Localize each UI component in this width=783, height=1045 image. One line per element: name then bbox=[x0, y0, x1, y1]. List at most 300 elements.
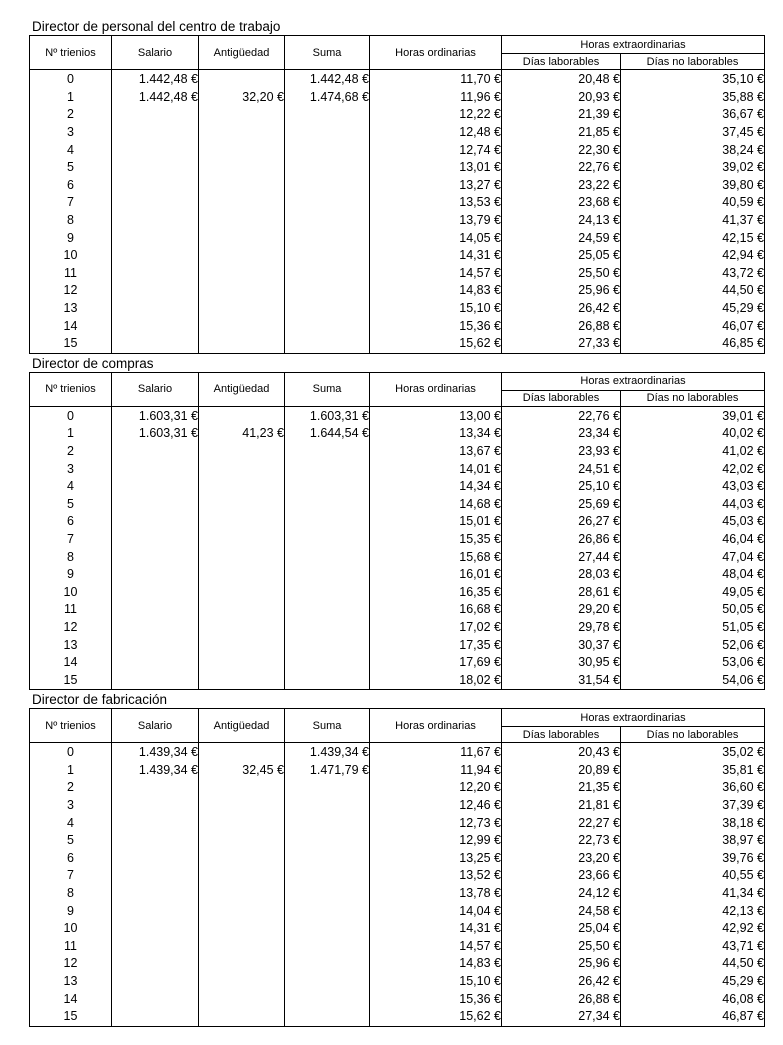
cell-suma bbox=[285, 990, 370, 1008]
cell-salario bbox=[112, 990, 199, 1008]
cell-antiguedad bbox=[199, 797, 285, 815]
cell-horas-ordinarias: 14,68 € bbox=[370, 495, 502, 513]
cell-suma bbox=[285, 460, 370, 478]
cell-antiguedad bbox=[199, 743, 285, 762]
cell-dias-laborables: 25,05 € bbox=[502, 247, 621, 265]
salary-table bbox=[29, 708, 765, 1027]
cell-horas-ordinarias: 16,01 € bbox=[370, 566, 502, 584]
table-row bbox=[30, 938, 765, 956]
cell-trienios: 8 bbox=[30, 885, 112, 903]
cell-salario bbox=[112, 159, 199, 177]
cell-dias-laborables: 29,20 € bbox=[502, 601, 621, 619]
cell-salario bbox=[112, 779, 199, 797]
cell-salario bbox=[112, 832, 199, 850]
cell-salario: 1.603,31 € bbox=[112, 425, 199, 443]
header-horas-extraordinarias: Horas extraordinarias bbox=[502, 36, 765, 54]
cell-trienios: 11 bbox=[30, 938, 112, 956]
cell-dias-laborables: 22,27 € bbox=[502, 814, 621, 832]
table-row bbox=[30, 832, 765, 850]
cell-antiguedad bbox=[199, 513, 285, 531]
header-dias-laborables: Días laborables bbox=[502, 390, 621, 406]
cell-trienios: 9 bbox=[30, 566, 112, 584]
cell-suma bbox=[285, 671, 370, 689]
cell-antiguedad bbox=[199, 566, 285, 584]
cell-horas-ordinarias: 12,20 € bbox=[370, 779, 502, 797]
cell-suma: 1.471,79 € bbox=[285, 762, 370, 780]
table-row bbox=[30, 779, 765, 797]
cell-antiguedad bbox=[199, 938, 285, 956]
cell-salario bbox=[112, 495, 199, 513]
cell-antiguedad bbox=[199, 548, 285, 566]
table-row bbox=[30, 850, 765, 868]
header-antiguedad: Antigüedad bbox=[199, 36, 285, 70]
cell-antiguedad bbox=[199, 654, 285, 672]
cell-suma bbox=[285, 513, 370, 531]
cell-salario bbox=[112, 654, 199, 672]
cell-salario bbox=[112, 282, 199, 300]
cell-horas-ordinarias: 15,35 € bbox=[370, 531, 502, 549]
cell-antiguedad: 32,20 € bbox=[199, 89, 285, 107]
cell-salario bbox=[112, 566, 199, 584]
cell-trienios: 5 bbox=[30, 495, 112, 513]
cell-antiguedad bbox=[199, 335, 285, 353]
cell-trienios: 13 bbox=[30, 300, 112, 318]
cell-horas-ordinarias: 18,02 € bbox=[370, 671, 502, 689]
cell-dias-laborables: 23,68 € bbox=[502, 194, 621, 212]
table-row bbox=[30, 920, 765, 938]
table-row bbox=[30, 548, 765, 566]
cell-antiguedad bbox=[199, 920, 285, 938]
cell-dias-laborables: 23,93 € bbox=[502, 443, 621, 461]
cell-trienios: 1 bbox=[30, 762, 112, 780]
cell-antiguedad bbox=[199, 850, 285, 868]
cell-trienios: 1 bbox=[30, 89, 112, 107]
cell-suma bbox=[285, 583, 370, 601]
cell-antiguedad bbox=[199, 247, 285, 265]
cell-trienios: 10 bbox=[30, 920, 112, 938]
cell-dias-laborables: 25,50 € bbox=[502, 265, 621, 283]
cell-suma bbox=[285, 478, 370, 496]
table-row bbox=[30, 513, 765, 531]
cell-dias-no-laborables: 43,03 € bbox=[621, 478, 765, 496]
table-row bbox=[30, 124, 765, 142]
cell-salario bbox=[112, 460, 199, 478]
table-row bbox=[30, 317, 765, 335]
cell-dias-laborables: 24,12 € bbox=[502, 885, 621, 903]
cell-antiguedad bbox=[199, 1008, 285, 1026]
cell-horas-ordinarias: 13,34 € bbox=[370, 425, 502, 443]
cell-salario bbox=[112, 636, 199, 654]
cell-horas-ordinarias: 15,10 € bbox=[370, 973, 502, 991]
cell-dias-laborables: 24,59 € bbox=[502, 229, 621, 247]
cell-horas-ordinarias: 13,27 € bbox=[370, 177, 502, 195]
cell-dias-no-laborables: 39,01 € bbox=[621, 406, 765, 425]
cell-trienios: 14 bbox=[30, 654, 112, 672]
table-body bbox=[30, 70, 765, 354]
cell-trienios: 2 bbox=[30, 106, 112, 124]
cell-salario: 1.439,34 € bbox=[112, 762, 199, 780]
cell-dias-laborables: 27,44 € bbox=[502, 548, 621, 566]
cell-horas-ordinarias: 14,31 € bbox=[370, 920, 502, 938]
header-suma: Suma bbox=[285, 372, 370, 406]
cell-horas-ordinarias: 14,83 € bbox=[370, 282, 502, 300]
cell-dias-no-laborables: 41,34 € bbox=[621, 885, 765, 903]
cell-dias-laborables: 23,34 € bbox=[502, 425, 621, 443]
table-row bbox=[30, 814, 765, 832]
cell-dias-no-laborables: 47,04 € bbox=[621, 548, 765, 566]
cell-horas-ordinarias: 14,05 € bbox=[370, 229, 502, 247]
cell-antiguedad bbox=[199, 583, 285, 601]
header-antiguedad: Antigüedad bbox=[199, 372, 285, 406]
cell-dias-laborables: 22,76 € bbox=[502, 159, 621, 177]
cell-dias-laborables: 26,27 € bbox=[502, 513, 621, 531]
cell-dias-laborables: 27,34 € bbox=[502, 1008, 621, 1026]
cell-dias-no-laborables: 40,59 € bbox=[621, 194, 765, 212]
cell-horas-ordinarias: 12,46 € bbox=[370, 797, 502, 815]
table-row bbox=[30, 566, 765, 584]
cell-trienios: 13 bbox=[30, 636, 112, 654]
cell-suma bbox=[285, 619, 370, 637]
cell-trienios: 2 bbox=[30, 779, 112, 797]
cell-salario bbox=[112, 141, 199, 159]
cell-horas-ordinarias: 15,62 € bbox=[370, 335, 502, 353]
cell-salario bbox=[112, 513, 199, 531]
cell-dias-no-laborables: 49,05 € bbox=[621, 583, 765, 601]
table-row bbox=[30, 247, 765, 265]
table-row bbox=[30, 106, 765, 124]
cell-antiguedad bbox=[199, 300, 285, 318]
cell-antiguedad bbox=[199, 443, 285, 461]
header-dias-no-laborables: Días no laborables bbox=[621, 390, 765, 406]
cell-horas-ordinarias: 13,25 € bbox=[370, 850, 502, 868]
header-salario: Salario bbox=[112, 36, 199, 70]
header-horas-ordinarias: Horas ordinarias bbox=[370, 709, 502, 743]
table-row bbox=[30, 1008, 765, 1026]
table-row bbox=[30, 601, 765, 619]
cell-suma bbox=[285, 601, 370, 619]
cell-trienios: 12 bbox=[30, 282, 112, 300]
cell-antiguedad bbox=[199, 832, 285, 850]
cell-antiguedad bbox=[199, 990, 285, 1008]
table-row bbox=[30, 265, 765, 283]
cell-dias-laborables: 26,86 € bbox=[502, 531, 621, 549]
cell-salario bbox=[112, 1008, 199, 1026]
cell-trienios: 1 bbox=[30, 425, 112, 443]
header-suma: Suma bbox=[285, 36, 370, 70]
table-row bbox=[30, 867, 765, 885]
header-dias-no-laborables: Días no laborables bbox=[621, 727, 765, 743]
cell-dias-laborables: 28,03 € bbox=[502, 566, 621, 584]
cell-dias-no-laborables: 45,29 € bbox=[621, 300, 765, 318]
cell-dias-no-laborables: 39,76 € bbox=[621, 850, 765, 868]
cell-antiguedad bbox=[199, 159, 285, 177]
cell-horas-ordinarias: 13,78 € bbox=[370, 885, 502, 903]
salary-table bbox=[29, 35, 765, 354]
cell-salario: 1.603,31 € bbox=[112, 406, 199, 425]
cell-antiguedad bbox=[199, 460, 285, 478]
header-dias-no-laborables: Días no laborables bbox=[621, 54, 765, 70]
cell-trienios: 10 bbox=[30, 583, 112, 601]
cell-dias-laborables: 26,42 € bbox=[502, 300, 621, 318]
cell-dias-no-laborables: 52,06 € bbox=[621, 636, 765, 654]
salary-table bbox=[29, 372, 765, 691]
cell-horas-ordinarias: 15,62 € bbox=[370, 1008, 502, 1026]
table-row bbox=[30, 194, 765, 212]
cell-dias-laborables: 23,20 € bbox=[502, 850, 621, 868]
cell-antiguedad bbox=[199, 955, 285, 973]
cell-dias-no-laborables: 46,08 € bbox=[621, 990, 765, 1008]
table-row bbox=[30, 177, 765, 195]
cell-trienios: 5 bbox=[30, 832, 112, 850]
cell-trienios: 6 bbox=[30, 850, 112, 868]
cell-horas-ordinarias: 14,83 € bbox=[370, 955, 502, 973]
cell-suma bbox=[285, 229, 370, 247]
table-row bbox=[30, 495, 765, 513]
cell-antiguedad bbox=[199, 317, 285, 335]
cell-suma bbox=[285, 902, 370, 920]
cell-salario bbox=[112, 247, 199, 265]
header-horas-ordinarias: Horas ordinarias bbox=[370, 36, 502, 70]
cell-salario bbox=[112, 548, 199, 566]
cell-antiguedad bbox=[199, 406, 285, 425]
table-row bbox=[30, 70, 765, 89]
cell-trienios: 13 bbox=[30, 973, 112, 991]
table-row bbox=[30, 282, 765, 300]
cell-salario: 1.439,34 € bbox=[112, 743, 199, 762]
cell-suma bbox=[285, 1008, 370, 1026]
cell-dias-no-laborables: 46,04 € bbox=[621, 531, 765, 549]
cell-horas-ordinarias: 13,00 € bbox=[370, 406, 502, 425]
cell-horas-ordinarias: 13,79 € bbox=[370, 212, 502, 230]
cell-suma bbox=[285, 212, 370, 230]
header-suma: Suma bbox=[285, 709, 370, 743]
cell-trienios: 3 bbox=[30, 797, 112, 815]
cell-suma: 1.442,48 € bbox=[285, 70, 370, 89]
header-dias-laborables: Días laborables bbox=[502, 727, 621, 743]
cell-trienios: 9 bbox=[30, 229, 112, 247]
cell-suma bbox=[285, 300, 370, 318]
cell-dias-laborables: 21,35 € bbox=[502, 779, 621, 797]
cell-dias-laborables: 23,66 € bbox=[502, 867, 621, 885]
header-trienios: Nº trienios bbox=[30, 36, 112, 70]
cell-suma bbox=[285, 797, 370, 815]
cell-suma bbox=[285, 335, 370, 353]
cell-suma: 1.474,68 € bbox=[285, 89, 370, 107]
table-row bbox=[30, 229, 765, 247]
cell-dias-laborables: 28,61 € bbox=[502, 583, 621, 601]
table-row bbox=[30, 990, 765, 1008]
cell-suma: 1.439,34 € bbox=[285, 743, 370, 762]
cell-dias-laborables: 27,33 € bbox=[502, 335, 621, 353]
cell-suma bbox=[285, 779, 370, 797]
table-row bbox=[30, 955, 765, 973]
cell-antiguedad bbox=[199, 973, 285, 991]
cell-trienios: 4 bbox=[30, 814, 112, 832]
cell-antiguedad bbox=[199, 495, 285, 513]
cell-dias-no-laborables: 38,97 € bbox=[621, 832, 765, 850]
table-row bbox=[30, 406, 765, 425]
cell-salario bbox=[112, 443, 199, 461]
cell-suma bbox=[285, 566, 370, 584]
cell-dias-no-laborables: 35,10 € bbox=[621, 70, 765, 89]
cell-dias-no-laborables: 42,15 € bbox=[621, 229, 765, 247]
cell-dias-no-laborables: 42,13 € bbox=[621, 902, 765, 920]
cell-dias-no-laborables: 50,05 € bbox=[621, 601, 765, 619]
table-row bbox=[30, 619, 765, 637]
cell-salario bbox=[112, 973, 199, 991]
cell-suma bbox=[285, 106, 370, 124]
header-antiguedad: Antigüedad bbox=[199, 709, 285, 743]
table-row bbox=[30, 425, 765, 443]
table-row bbox=[30, 797, 765, 815]
cell-suma bbox=[285, 938, 370, 956]
cell-trienios: 8 bbox=[30, 548, 112, 566]
cell-suma bbox=[285, 548, 370, 566]
cell-dias-no-laborables: 42,92 € bbox=[621, 920, 765, 938]
cell-horas-ordinarias: 17,35 € bbox=[370, 636, 502, 654]
cell-salario bbox=[112, 212, 199, 230]
table-row bbox=[30, 902, 765, 920]
cell-suma bbox=[285, 124, 370, 142]
cell-horas-ordinarias: 15,10 € bbox=[370, 300, 502, 318]
cell-horas-ordinarias: 12,73 € bbox=[370, 814, 502, 832]
table-row bbox=[30, 159, 765, 177]
cell-suma bbox=[285, 265, 370, 283]
cell-dias-laborables: 20,89 € bbox=[502, 762, 621, 780]
cell-antiguedad bbox=[199, 124, 285, 142]
cell-trienios: 0 bbox=[30, 743, 112, 762]
cell-salario bbox=[112, 955, 199, 973]
cell-dias-no-laborables: 41,02 € bbox=[621, 443, 765, 461]
cell-trienios: 14 bbox=[30, 990, 112, 1008]
cell-horas-ordinarias: 12,48 € bbox=[370, 124, 502, 142]
table-row bbox=[30, 531, 765, 549]
cell-dias-laborables: 25,10 € bbox=[502, 478, 621, 496]
cell-horas-ordinarias: 12,99 € bbox=[370, 832, 502, 850]
table-row bbox=[30, 443, 765, 461]
cell-suma bbox=[285, 159, 370, 177]
cell-suma bbox=[285, 141, 370, 159]
cell-antiguedad bbox=[199, 902, 285, 920]
cell-suma bbox=[285, 177, 370, 195]
cell-trienios: 7 bbox=[30, 531, 112, 549]
cell-salario bbox=[112, 317, 199, 335]
cell-trienios: 6 bbox=[30, 513, 112, 531]
table-row bbox=[30, 762, 765, 780]
section-title: Director de fabricación bbox=[32, 692, 168, 707]
cell-trienios: 15 bbox=[30, 671, 112, 689]
cell-dias-no-laborables: 35,02 € bbox=[621, 743, 765, 762]
cell-horas-ordinarias: 14,57 € bbox=[370, 265, 502, 283]
cell-salario bbox=[112, 885, 199, 903]
table-row bbox=[30, 743, 765, 762]
cell-antiguedad bbox=[199, 619, 285, 637]
cell-suma bbox=[285, 814, 370, 832]
cell-dias-no-laborables: 40,55 € bbox=[621, 867, 765, 885]
table-row bbox=[30, 300, 765, 318]
cell-horas-ordinarias: 15,01 € bbox=[370, 513, 502, 531]
cell-trienios: 4 bbox=[30, 478, 112, 496]
cell-horas-ordinarias: 12,74 € bbox=[370, 141, 502, 159]
cell-suma bbox=[285, 194, 370, 212]
cell-dias-no-laborables: 45,03 € bbox=[621, 513, 765, 531]
cell-horas-ordinarias: 12,22 € bbox=[370, 106, 502, 124]
table-row bbox=[30, 885, 765, 903]
cell-dias-no-laborables: 46,85 € bbox=[621, 335, 765, 353]
cell-horas-ordinarias: 17,69 € bbox=[370, 654, 502, 672]
cell-trienios: 15 bbox=[30, 1008, 112, 1026]
cell-dias-no-laborables: 42,94 € bbox=[621, 247, 765, 265]
cell-dias-laborables: 22,76 € bbox=[502, 406, 621, 425]
cell-dias-laborables: 26,42 € bbox=[502, 973, 621, 991]
cell-trienios: 7 bbox=[30, 194, 112, 212]
document-page bbox=[29, 18, 764, 1028]
cell-suma bbox=[285, 867, 370, 885]
cell-dias-no-laborables: 44,50 € bbox=[621, 282, 765, 300]
cell-dias-no-laborables: 40,02 € bbox=[621, 425, 765, 443]
cell-dias-no-laborables: 53,06 € bbox=[621, 654, 765, 672]
header-dias-laborables: Días laborables bbox=[502, 54, 621, 70]
cell-dias-no-laborables: 43,72 € bbox=[621, 265, 765, 283]
cell-trienios: 5 bbox=[30, 159, 112, 177]
cell-horas-ordinarias: 15,68 € bbox=[370, 548, 502, 566]
cell-salario bbox=[112, 106, 199, 124]
cell-dias-no-laborables: 37,39 € bbox=[621, 797, 765, 815]
cell-antiguedad bbox=[199, 194, 285, 212]
cell-suma bbox=[285, 832, 370, 850]
table-row bbox=[30, 141, 765, 159]
cell-dias-no-laborables: 39,02 € bbox=[621, 159, 765, 177]
cell-horas-ordinarias: 13,01 € bbox=[370, 159, 502, 177]
cell-trienios: 10 bbox=[30, 247, 112, 265]
cell-suma bbox=[285, 885, 370, 903]
cell-trienios: 0 bbox=[30, 406, 112, 425]
cell-antiguedad: 32,45 € bbox=[199, 762, 285, 780]
cell-dias-no-laborables: 54,06 € bbox=[621, 671, 765, 689]
cell-antiguedad bbox=[199, 265, 285, 283]
cell-salario bbox=[112, 194, 199, 212]
cell-dias-laborables: 25,04 € bbox=[502, 920, 621, 938]
cell-dias-laborables: 23,22 € bbox=[502, 177, 621, 195]
cell-salario bbox=[112, 814, 199, 832]
cell-horas-ordinarias: 14,04 € bbox=[370, 902, 502, 920]
cell-trienios: 15 bbox=[30, 335, 112, 353]
cell-dias-no-laborables: 51,05 € bbox=[621, 619, 765, 637]
cell-antiguedad bbox=[199, 814, 285, 832]
table-row bbox=[30, 583, 765, 601]
cell-antiguedad bbox=[199, 141, 285, 159]
cell-trienios: 3 bbox=[30, 460, 112, 478]
header-salario: Salario bbox=[112, 709, 199, 743]
cell-dias-laborables: 24,58 € bbox=[502, 902, 621, 920]
cell-antiguedad bbox=[199, 106, 285, 124]
cell-antiguedad bbox=[199, 70, 285, 89]
cell-antiguedad bbox=[199, 531, 285, 549]
cell-dias-laborables: 25,50 € bbox=[502, 938, 621, 956]
cell-trienios: 6 bbox=[30, 177, 112, 195]
cell-horas-ordinarias: 13,52 € bbox=[370, 867, 502, 885]
cell-antiguedad bbox=[199, 671, 285, 689]
cell-suma bbox=[285, 282, 370, 300]
cell-horas-ordinarias: 17,02 € bbox=[370, 619, 502, 637]
cell-dias-no-laborables: 45,29 € bbox=[621, 973, 765, 991]
cell-dias-laborables: 30,95 € bbox=[502, 654, 621, 672]
cell-dias-laborables: 20,43 € bbox=[502, 743, 621, 762]
cell-suma bbox=[285, 955, 370, 973]
cell-antiguedad bbox=[199, 177, 285, 195]
cell-suma: 1.644,54 € bbox=[285, 425, 370, 443]
cell-salario: 1.442,48 € bbox=[112, 70, 199, 89]
